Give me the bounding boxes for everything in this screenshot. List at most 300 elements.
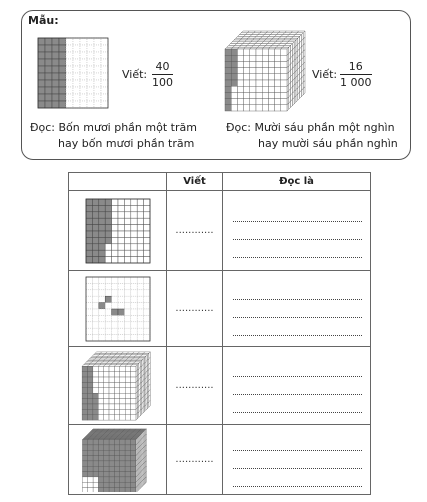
grid-cell-shaded	[105, 231, 111, 237]
cube-front-cell	[114, 398, 119, 403]
cube-front-cell-shaded	[82, 398, 87, 403]
cube-front-cell	[268, 80, 274, 86]
cube-front-cell-shaded	[103, 466, 108, 471]
cube-front-cell	[244, 49, 250, 55]
cube-front-cell	[256, 92, 262, 98]
cube-front-cell	[244, 105, 250, 111]
grid-cell	[101, 80, 108, 87]
cube-front-cell	[281, 99, 287, 105]
grid-cell	[143, 243, 149, 249]
cube-front-cell-shaded	[87, 471, 92, 476]
grid-cell-shaded	[92, 205, 98, 211]
cube-front-cell	[109, 403, 114, 408]
cube-front-cell-shaded	[109, 460, 114, 465]
grid-cell	[143, 321, 149, 327]
grid-cell	[118, 211, 124, 217]
cube-front-cell-shaded	[92, 403, 97, 408]
write-blank[interactable]: ............	[167, 347, 223, 425]
grid-cell	[137, 309, 143, 315]
cube-front-cell-shaded	[103, 471, 108, 476]
cube-front-cell-shaded	[82, 444, 87, 449]
cube-front-cell	[125, 398, 130, 403]
cube-front-cell	[250, 99, 256, 105]
cube-front-cell-shaded	[87, 414, 92, 419]
grid-cell	[118, 250, 124, 256]
cube-front-cell-shaded	[109, 482, 114, 487]
cube-front-cell	[119, 403, 124, 408]
sample-left-read-line1: Bốn mươi phần một trăm	[58, 121, 197, 134]
grid-cell	[111, 321, 117, 327]
cube-front-cell	[103, 393, 108, 398]
grid-cell-shaded	[98, 250, 104, 256]
cube-front-cell	[125, 371, 130, 376]
grid-cell	[130, 199, 136, 205]
cube-front-cell	[109, 377, 114, 382]
grid-cell	[73, 87, 80, 94]
grid-cell-shaded	[38, 52, 45, 59]
grid-cell-shaded	[52, 66, 59, 73]
table-row	[69, 191, 371, 271]
cube-front-cell	[250, 105, 256, 111]
cube-front-cell	[87, 482, 92, 487]
cube-front-cell-shaded	[114, 482, 119, 487]
cube-front-cell-shaded	[109, 466, 114, 471]
grid-cell	[73, 94, 80, 101]
cube-front-cell	[244, 61, 250, 67]
grid-cell	[130, 211, 136, 217]
grid-cell	[124, 199, 130, 205]
cube-front-cell	[275, 61, 281, 67]
grid-cell-shaded	[59, 94, 66, 101]
cube-front-cell	[250, 68, 256, 74]
read-line[interactable]	[233, 469, 362, 487]
cube-front-cell-shaded	[93, 471, 98, 476]
header-figure	[69, 173, 167, 191]
grid-cell-shaded	[92, 199, 98, 205]
grid-cell	[143, 218, 149, 224]
grid-cell-shaded	[59, 52, 66, 59]
grid-cell	[73, 101, 80, 108]
cube-front-cell-shaded	[87, 409, 92, 414]
read-line[interactable]	[233, 395, 362, 413]
cube-front-cell	[92, 366, 97, 371]
grid-cell	[86, 334, 92, 340]
grid-cell	[86, 296, 92, 302]
cube-front-cell-shaded	[109, 455, 114, 460]
cube-figure	[81, 428, 155, 492]
cube-side-cell	[145, 476, 146, 482]
read-line[interactable]	[233, 204, 362, 222]
read-line[interactable]	[233, 222, 362, 240]
grid-cell	[137, 328, 143, 334]
grid-cell-shaded	[45, 87, 52, 94]
cube-front-cell-shaded	[130, 466, 135, 471]
cube-front-cell-shaded	[103, 482, 108, 487]
grid-cell	[98, 289, 104, 295]
cube-front-cell-shaded	[92, 393, 97, 398]
cube-front-cell	[82, 476, 87, 481]
grid-cell	[80, 45, 87, 52]
cube-front-cell	[244, 55, 250, 61]
grid-cell-shaded	[98, 231, 104, 237]
grid-cell-shaded	[105, 199, 111, 205]
grid-cell	[124, 302, 130, 308]
grid-cell-shaded	[52, 45, 59, 52]
cube-front-cell	[237, 55, 243, 61]
cube-front-cell-shaded	[103, 450, 108, 455]
grid-cell-shaded	[59, 80, 66, 87]
cube-front-cell	[119, 382, 124, 387]
grid-cell-shaded	[86, 211, 92, 217]
cube-front-cell	[250, 55, 256, 61]
grid-cell	[86, 328, 92, 334]
cube-front-cell-shaded	[87, 371, 92, 376]
grid-cell	[87, 59, 94, 66]
grid-cell	[137, 296, 143, 302]
grid-cell	[73, 66, 80, 73]
grid-cell	[130, 218, 136, 224]
cube-front-cell-shaded	[87, 382, 92, 387]
cube-front-cell-shaded	[98, 466, 103, 471]
cube-front-cell	[268, 105, 274, 111]
read-blank[interactable]	[223, 271, 371, 347]
cube-front-cell-shaded	[82, 450, 87, 455]
cube-front-cell-shaded	[93, 450, 98, 455]
cube-front-cell-shaded	[93, 444, 98, 449]
cube-front-cell-shaded	[119, 466, 124, 471]
grid-cell	[118, 277, 124, 283]
cube-front-cell-shaded	[130, 439, 135, 444]
grid-cell	[92, 328, 98, 334]
grid-cell	[118, 199, 124, 205]
cube-side-cell	[138, 410, 139, 417]
sample-right-read-label: Đọc:	[226, 121, 252, 134]
grid-cell	[118, 243, 124, 249]
grid-cell	[101, 94, 108, 101]
grid-cell-shaded	[98, 205, 104, 211]
cube-front-cell-shaded	[225, 55, 231, 61]
read-line[interactable]	[233, 359, 362, 377]
grid-cell	[98, 315, 104, 321]
cube-front-cell	[98, 403, 103, 408]
grid-cell	[124, 315, 130, 321]
grid-cell-shaded	[38, 73, 45, 80]
read-line[interactable]	[233, 451, 362, 469]
cube-front-cell	[268, 61, 274, 67]
cube-front-cell	[275, 105, 281, 111]
grid-cell	[130, 334, 136, 340]
grid-cell	[143, 231, 149, 237]
sample-right-read	[226, 121, 395, 134]
cube-front-cell	[103, 387, 108, 392]
grid-cell	[130, 321, 136, 327]
read-line[interactable]	[233, 282, 362, 300]
grid-cell-shaded	[38, 94, 45, 101]
grid-cell-shaded	[59, 45, 66, 52]
grid-cell-shaded	[92, 231, 98, 237]
cube-front-cell	[125, 366, 130, 371]
sample-heading: Mẫu:	[28, 14, 59, 27]
read-blank[interactable]	[223, 191, 371, 271]
cube-front-cell	[262, 49, 268, 55]
cube-front-cell-shaded	[82, 387, 87, 392]
grid-cell	[87, 38, 94, 45]
cube-front-cell	[92, 382, 97, 387]
grid-cell-shaded	[105, 224, 111, 230]
read-line[interactable]	[233, 300, 362, 318]
grid-cell	[87, 66, 94, 73]
cube-front-cell	[250, 61, 256, 67]
cube-front-cell	[244, 86, 250, 92]
cube-front-cell-shaded	[231, 68, 237, 74]
grid-cell	[118, 315, 124, 321]
cube-front-cell-shaded	[82, 371, 87, 376]
grid-cell-shaded	[38, 101, 45, 108]
grid-cell	[118, 231, 124, 237]
cube-front-cell	[268, 55, 274, 61]
read-line[interactable]	[233, 433, 362, 451]
grid-cell-shaded	[59, 101, 66, 108]
grid-cell	[124, 296, 130, 302]
cube-front-cell-shaded	[130, 460, 135, 465]
cube-front-cell	[281, 61, 287, 67]
grid-cell-shaded	[52, 59, 59, 66]
grid-cell-shaded	[105, 218, 111, 224]
sample-left-read-label: Đọc:	[30, 121, 56, 134]
cube-front-cell	[250, 74, 256, 80]
read-line[interactable]	[233, 377, 362, 395]
grid-cell	[94, 52, 101, 59]
cube-front-cell-shaded	[93, 460, 98, 465]
grid-cell-shaded	[38, 38, 45, 45]
grid-cell	[101, 101, 108, 108]
cube-front-cell	[275, 55, 281, 61]
sample-left-numerator: 40	[155, 60, 170, 73]
grid-cell	[86, 283, 92, 289]
cube-figure	[81, 351, 155, 421]
cube-front-cell	[93, 487, 98, 491]
write-blank[interactable]: ............	[167, 191, 223, 271]
grid-cell-shaded	[118, 309, 124, 315]
cube-front-cell	[103, 377, 108, 382]
cube-front-cell-shaded	[98, 476, 103, 481]
grid-cell	[118, 296, 124, 302]
grid-cell	[111, 224, 117, 230]
cube-front-cell	[256, 49, 262, 55]
grid-cell	[111, 218, 117, 224]
cube-front-cell	[250, 49, 256, 55]
sample-left-denominator: 100	[152, 76, 173, 89]
cube-front-cell-shaded	[114, 471, 119, 476]
cube-front-cell	[130, 409, 135, 414]
read-blank[interactable]	[223, 347, 371, 425]
cube-front-cell-shaded	[103, 487, 108, 491]
cube-side-cell	[146, 403, 147, 410]
grid-cell	[94, 80, 101, 87]
read-line[interactable]	[233, 318, 362, 336]
grid-cell	[137, 205, 143, 211]
cube-front-cell-shaded	[92, 398, 97, 403]
cube-side-cell	[147, 401, 148, 408]
cube-front-cell	[98, 377, 103, 382]
grid-cell	[98, 321, 104, 327]
cube-front-cell-shaded	[109, 439, 114, 444]
cube-front-cell-shaded	[231, 55, 237, 61]
grid-cell	[92, 277, 98, 283]
grid-cell	[124, 205, 130, 211]
grid-cell	[87, 87, 94, 94]
cube-front-cell	[98, 371, 103, 376]
sample-left-fraction	[152, 60, 173, 89]
grid-cell	[66, 59, 73, 66]
cube-front-cell-shaded	[82, 466, 87, 471]
grid-cell	[101, 59, 108, 66]
cube-front-cell	[114, 414, 119, 419]
grid-cell	[137, 237, 143, 243]
grid-cell	[137, 334, 143, 340]
cube-front-cell	[109, 414, 114, 419]
cube-front-cell	[256, 74, 262, 80]
figure-cell	[69, 191, 167, 271]
read-line[interactable]	[233, 240, 362, 258]
cube-front-cell	[268, 74, 274, 80]
grid-cell-shaded	[38, 45, 45, 52]
cube-front-cell	[93, 482, 98, 487]
cube-front-cell	[262, 61, 268, 67]
grid-cell	[118, 205, 124, 211]
grid-cell-shaded	[86, 224, 92, 230]
grid-cell	[118, 334, 124, 340]
grid-cell	[130, 237, 136, 243]
grid-cell	[105, 277, 111, 283]
cube-front-cell	[92, 387, 97, 392]
cube-front-cell	[82, 482, 87, 487]
grid-cell-shaded	[86, 243, 92, 249]
table-row	[69, 347, 371, 425]
grid-cell	[92, 289, 98, 295]
cube-side-cell	[148, 400, 149, 407]
grid-cell	[130, 328, 136, 334]
write-blank[interactable]: ............	[167, 271, 223, 347]
grid-cell	[92, 309, 98, 315]
grid-cell-shaded	[45, 73, 52, 80]
cube-front-cell	[281, 49, 287, 55]
write-blank[interactable]: ............	[167, 425, 223, 495]
cube-front-cell-shaded	[103, 476, 108, 481]
grid-cell	[124, 231, 130, 237]
grid-cell-shaded	[98, 199, 104, 205]
cube-front-cell	[275, 92, 281, 98]
cube-front-cell-shaded	[87, 455, 92, 460]
cube-front-cell-shaded	[114, 444, 119, 449]
grid-cell	[118, 283, 124, 289]
cube-front-cell	[281, 55, 287, 61]
grid-cell	[66, 94, 73, 101]
grid-cell-shaded	[92, 250, 98, 256]
grid-cell-shaded	[45, 59, 52, 66]
cube-front-cell	[262, 105, 268, 111]
grid-cell	[98, 277, 104, 283]
grid-cell-shaded	[52, 101, 59, 108]
grid-cell	[80, 73, 87, 80]
cube-front-cell	[237, 68, 243, 74]
cube-front-cell-shaded	[225, 105, 231, 111]
cube-front-cell-shaded	[225, 80, 231, 86]
grid-cell	[101, 73, 108, 80]
grid-cell-shaded	[45, 66, 52, 73]
cube-front-cell-shaded	[125, 439, 130, 444]
exercise-table	[68, 172, 371, 495]
grid-cell-shaded	[45, 101, 52, 108]
cube-front-cell	[237, 86, 243, 92]
cube-front-cell	[130, 403, 135, 408]
grid-cell	[87, 101, 94, 108]
grid-cell	[87, 73, 94, 80]
grid-cell	[124, 321, 130, 327]
grid-cell	[111, 302, 117, 308]
cube-front-cell	[103, 371, 108, 376]
cube-front-cell	[268, 68, 274, 74]
cube-side-cell	[143, 406, 144, 413]
grid-cell	[105, 250, 111, 256]
cube-front-cell	[237, 49, 243, 55]
grid-cell	[130, 231, 136, 237]
grid-cell	[111, 231, 117, 237]
grid-cell	[143, 296, 149, 302]
grid-cell	[92, 321, 98, 327]
sample-right-read-line2: hay mười sáu phần nghìn	[258, 137, 398, 150]
grid-cell-shaded	[98, 243, 104, 249]
cube-front-cell	[275, 49, 281, 55]
cube-front-cell	[125, 387, 130, 392]
cube-front-cell	[119, 371, 124, 376]
figure-cell	[69, 347, 167, 425]
grid-cell	[86, 277, 92, 283]
grid-cell-shaded	[52, 73, 59, 80]
cube-front-cell-shaded	[225, 74, 231, 80]
grid-cell-shaded	[59, 87, 66, 94]
cube-front-cell-shaded	[98, 460, 103, 465]
sample-left-read-line2: hay bốn mươi phần trăm	[58, 137, 195, 150]
cube-front-cell	[275, 68, 281, 74]
grid-cell-shaded	[52, 94, 59, 101]
grid-cell	[98, 296, 104, 302]
cube-front-cell	[109, 393, 114, 398]
cube-front-cell-shaded	[130, 471, 135, 476]
cube-front-cell	[256, 61, 262, 67]
grid-cell	[86, 309, 92, 315]
grid-cell	[87, 94, 94, 101]
grid-cell	[105, 283, 111, 289]
cube-front-cell-shaded	[119, 487, 124, 491]
cube-front-cell-shaded	[82, 455, 87, 460]
grid-cell	[111, 211, 117, 217]
header-read: Đọc là	[223, 173, 371, 191]
cube-front-cell-shaded	[87, 460, 92, 465]
cube-front-cell	[262, 55, 268, 61]
read-blank[interactable]	[223, 425, 371, 495]
grid-cell	[124, 250, 130, 256]
grid-cell-shaded	[45, 52, 52, 59]
grid-cell	[86, 302, 92, 308]
grid-cell	[143, 211, 149, 217]
sample-right-write-label: Viết:	[312, 68, 338, 81]
grid-cell	[111, 315, 117, 321]
cube-front-cell-shaded	[114, 455, 119, 460]
grid-cell	[92, 334, 98, 340]
cube-front-cell	[119, 414, 124, 419]
grid-cell	[143, 256, 149, 262]
